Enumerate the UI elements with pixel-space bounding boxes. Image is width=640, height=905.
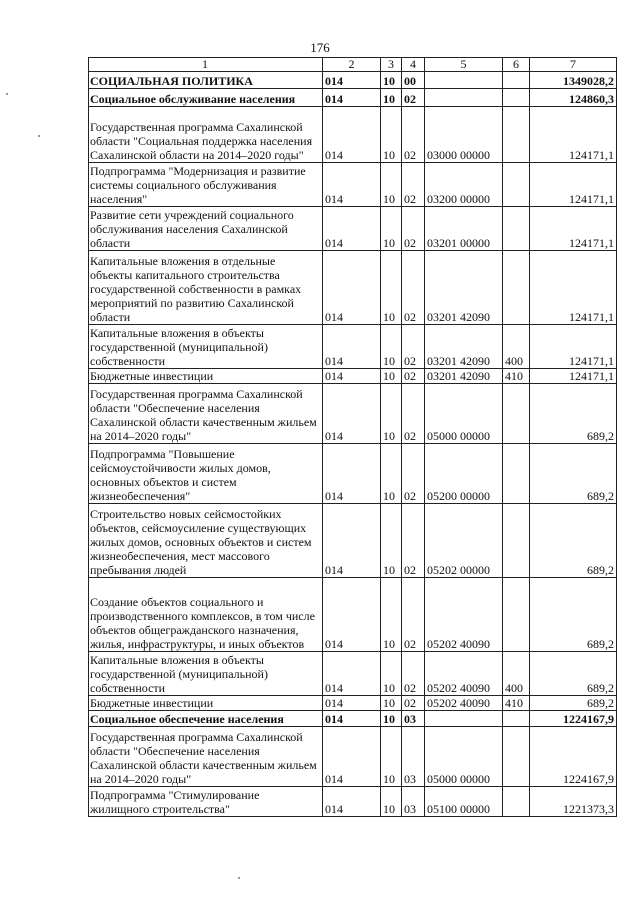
row-section-code: 10 [381, 107, 402, 163]
row-name: Создание объектов социального и производственного комплексов, в том числе объектов общегражданского назначения, жилья, инфраструктуры, и иных объектов [89, 578, 323, 652]
row-ministry-code: 014 [323, 727, 381, 787]
row-amount: 689,2 [530, 578, 617, 652]
row-subsection-code: 02 [402, 652, 425, 696]
row-ministry-code: 014 [323, 107, 381, 163]
row-name: Строительство новых сейсмостойких объектов, сейсмоусиление существующих жилых домов, основных объектов и систем жизнеобеспечения, мест массового пребывания людей [89, 504, 323, 578]
row-target-code: 05202 40090 [425, 578, 503, 652]
row-subsection-code: 02 [402, 107, 425, 163]
table-row [89, 652, 617, 696]
table-row [89, 727, 617, 787]
scan-speck [238, 877, 240, 879]
row-expense-type [503, 107, 530, 163]
row-ministry-code: 014 [323, 384, 381, 444]
row-amount: 1224167,9 [530, 711, 617, 727]
row-target-code [425, 89, 503, 107]
row-section-code: 10 [381, 89, 402, 107]
row-target-code: 05202 40090 [425, 652, 503, 696]
table-row [89, 72, 617, 89]
row-section-code: 10 [381, 787, 402, 817]
row-section-code: 10 [381, 369, 402, 384]
row-section-code: 10 [381, 444, 402, 504]
row-ministry-code: 014 [323, 325, 381, 369]
row-expense-type [503, 207, 530, 251]
row-ministry-code: 014 [323, 578, 381, 652]
row-section-code: 10 [381, 578, 402, 652]
table-row [89, 787, 617, 817]
row-target-code: 05202 00000 [425, 504, 503, 578]
row-ministry-code: 014 [323, 369, 381, 384]
row-ministry-code: 014 [323, 72, 381, 89]
row-amount: 1349028,2 [530, 72, 617, 89]
row-target-code: 05000 00000 [425, 727, 503, 787]
row-name: Государственная программа Сахалинской области "Обеспечение населения Сахалинской области качественным жильем на 2014–2020 годы" [89, 384, 323, 444]
table-row [89, 444, 617, 504]
header-col-4: 4 [402, 58, 425, 72]
row-amount: 689,2 [530, 652, 617, 696]
row-expense-type: 410 [503, 369, 530, 384]
table-row [89, 325, 617, 369]
row-subsection-code: 02 [402, 578, 425, 652]
row-section-code: 10 [381, 711, 402, 727]
header-col-1: 1 [89, 58, 323, 72]
row-name: Бюджетные инвестиции [89, 696, 323, 711]
row-section-code: 10 [381, 384, 402, 444]
row-target-code: 05000 00000 [425, 384, 503, 444]
row-expense-type [503, 89, 530, 107]
row-expense-type [503, 787, 530, 817]
row-ministry-code: 014 [323, 504, 381, 578]
table-row [89, 711, 617, 727]
row-amount: 689,2 [530, 444, 617, 504]
row-ministry-code: 014 [323, 711, 381, 727]
row-amount: 124171,1 [530, 251, 617, 325]
row-amount: 1224167,9 [530, 727, 617, 787]
row-expense-type [503, 711, 530, 727]
row-target-code: 05202 40090 [425, 696, 503, 711]
row-expense-type [503, 578, 530, 652]
row-section-code: 10 [381, 163, 402, 207]
row-name: Капитальные вложения в объекты государственной (муниципальной) собственности [89, 325, 323, 369]
row-section-code: 10 [381, 727, 402, 787]
row-target-code: 03200 00000 [425, 163, 503, 207]
row-expense-type: 400 [503, 325, 530, 369]
row-ministry-code: 014 [323, 207, 381, 251]
table-header-row [89, 58, 617, 72]
row-subsection-code: 00 [402, 72, 425, 89]
row-subsection-code: 02 [402, 251, 425, 325]
header-col-3: 3 [381, 58, 402, 72]
table-row [89, 578, 617, 652]
row-ministry-code: 014 [323, 251, 381, 325]
row-section-code: 10 [381, 504, 402, 578]
row-expense-type [503, 504, 530, 578]
row-amount: 689,2 [530, 504, 617, 578]
row-name: Социальное обеспечение населения [89, 711, 323, 727]
page-number: 176 [310, 40, 330, 55]
row-ministry-code: 014 [323, 652, 381, 696]
row-subsection-code: 02 [402, 89, 425, 107]
table-row [89, 207, 617, 251]
row-subsection-code: 02 [402, 325, 425, 369]
row-expense-type [503, 163, 530, 207]
row-name: Подпрограмма "Стимулирование жилищного строительства" [89, 787, 323, 817]
row-subsection-code: 03 [402, 787, 425, 817]
row-amount: 124171,1 [530, 107, 617, 163]
row-name: Государственная программа Сахалинской области "Социальная поддержка населения Сахалинской области на 2014–2020 годы" [89, 107, 323, 163]
table-row [89, 163, 617, 207]
row-section-code: 10 [381, 325, 402, 369]
row-ministry-code: 014 [323, 696, 381, 711]
row-expense-type [503, 251, 530, 325]
row-target-code: 03201 42090 [425, 369, 503, 384]
row-name: Бюджетные инвестиции [89, 369, 323, 384]
row-target-code: 05200 00000 [425, 444, 503, 504]
row-target-code [425, 711, 503, 727]
table-row [89, 696, 617, 711]
row-subsection-code: 02 [402, 163, 425, 207]
row-ministry-code: 014 [323, 444, 381, 504]
row-expense-type [503, 444, 530, 504]
row-name: СОЦИАЛЬНАЯ ПОЛИТИКА [89, 72, 323, 89]
row-ministry-code: 014 [323, 163, 381, 207]
row-target-code: 05100 00000 [425, 787, 503, 817]
row-subsection-code: 02 [402, 696, 425, 711]
row-amount: 124171,1 [530, 369, 617, 384]
row-subsection-code: 03 [402, 711, 425, 727]
row-expense-type [503, 72, 530, 89]
header-col-5: 5 [425, 58, 503, 72]
row-target-code: 03201 42090 [425, 325, 503, 369]
row-amount: 689,2 [530, 696, 617, 711]
header-col-7: 7 [530, 58, 617, 72]
row-ministry-code: 014 [323, 787, 381, 817]
row-expense-type: 410 [503, 696, 530, 711]
row-target-code: 03201 42090 [425, 251, 503, 325]
row-ministry-code: 014 [323, 89, 381, 107]
row-subsection-code: 03 [402, 727, 425, 787]
table-row [89, 369, 617, 384]
row-name: Подпрограмма "Повышение сейсмоустойчивости жилых домов, основных объектов и систем жизнеобеспечения" [89, 444, 323, 504]
row-subsection-code: 02 [402, 504, 425, 578]
row-amount: 1221373,3 [530, 787, 617, 817]
row-target-code: 03201 00000 [425, 207, 503, 251]
row-section-code: 10 [381, 72, 402, 89]
table-row [89, 251, 617, 325]
row-name: Государственная программа Сахалинской области "Обеспечение населения Сахалинской области качественным жильем на 2014–2020 годы" [89, 727, 323, 787]
row-expense-type [503, 384, 530, 444]
row-amount: 124171,1 [530, 207, 617, 251]
table-row [89, 384, 617, 444]
row-section-code: 10 [381, 652, 402, 696]
row-section-code: 10 [381, 696, 402, 711]
row-subsection-code: 02 [402, 369, 425, 384]
row-name: Развитие сети учреждений социального обслуживания населения Сахалинской области [89, 207, 323, 251]
row-target-code [425, 72, 503, 89]
row-name: Капитальные вложения в отдельные объекты капитального строительства государственной собственности в рамках мероприятий по развитию Сахалинской области [89, 251, 323, 325]
row-amount: 689,2 [530, 384, 617, 444]
row-name: Социальное обслуживание населения [89, 89, 323, 107]
row-name: Подпрограмма "Модернизация и развитие системы социального обслуживания населения" [89, 163, 323, 207]
header-col-6: 6 [503, 58, 530, 72]
row-subsection-code: 02 [402, 207, 425, 251]
table-row [89, 504, 617, 578]
row-name: Капитальные вложения в объекты государственной (муниципальной) собственности [89, 652, 323, 696]
header-col-2: 2 [323, 58, 381, 72]
row-section-code: 10 [381, 207, 402, 251]
row-amount: 124171,1 [530, 163, 617, 207]
scan-speck [6, 93, 8, 95]
table-row [89, 89, 617, 107]
row-target-code: 03000 00000 [425, 107, 503, 163]
row-subsection-code: 02 [402, 384, 425, 444]
row-expense-type: 400 [503, 652, 530, 696]
scan-speck [38, 135, 40, 137]
row-amount: 124860,3 [530, 89, 617, 107]
table-row [89, 107, 617, 163]
row-subsection-code: 02 [402, 444, 425, 504]
row-section-code: 10 [381, 251, 402, 325]
row-amount: 124171,1 [530, 325, 617, 369]
budget-table [88, 57, 617, 817]
row-expense-type [503, 727, 530, 787]
